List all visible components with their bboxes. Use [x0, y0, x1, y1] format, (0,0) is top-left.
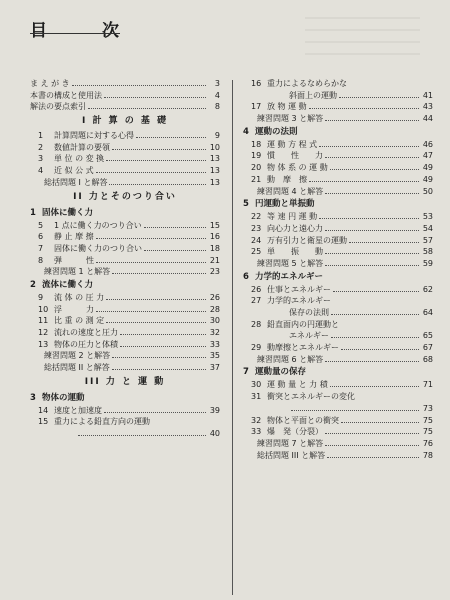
toc-entry[interactable]	[243, 307, 433, 319]
entry-title: 総括問題 III と解答	[257, 450, 326, 460]
page-number: 35	[209, 351, 220, 361]
toc-entry[interactable]	[30, 177, 220, 189]
toc-entry[interactable]	[243, 235, 433, 247]
page-number: 13	[209, 177, 220, 187]
chapter-number: 1	[30, 207, 36, 218]
page-number: 64	[422, 308, 433, 317]
part-heading: I 計 算 の 基 礎	[81, 116, 168, 127]
toc-entry[interactable]	[243, 78, 433, 90]
leader-dots	[325, 445, 419, 446]
toc-entry[interactable]	[30, 327, 220, 339]
entry-number: 33	[251, 427, 262, 437]
leader-dots	[325, 157, 419, 158]
entry-number: 31	[251, 392, 262, 402]
entry-title: 仕事とエネルギー	[267, 284, 331, 294]
entry-title: 爆 発（分裂）	[267, 427, 323, 437]
entry-title: 練習問題 2 と解答	[44, 351, 111, 361]
toc-entry[interactable]	[243, 415, 433, 427]
toc-entry[interactable]	[243, 354, 433, 366]
leader-dots	[319, 146, 419, 147]
entry-number: 18	[251, 139, 262, 149]
page-number: 67	[422, 343, 433, 353]
entry-number: 24	[251, 235, 262, 245]
entry-title: 総括問題 II と解答	[44, 363, 110, 373]
chapter-title: 運動量の保存	[255, 367, 307, 378]
leader-dots	[120, 334, 206, 335]
toc-entry[interactable]	[243, 174, 433, 186]
page-number: 30	[209, 316, 220, 326]
page-number: 73	[422, 403, 433, 413]
entry-title: 単 振 動	[267, 247, 323, 257]
chapter-title: 流体に働く力	[42, 279, 94, 290]
toc-heading: 目 次	[30, 21, 120, 41]
entry-title: エネルギー	[289, 331, 329, 341]
toc-entry[interactable]	[243, 438, 433, 450]
entry-title: 運 動 方 程 式	[267, 139, 318, 149]
toc-entry[interactable]	[30, 101, 220, 113]
toc-entry[interactable]	[30, 304, 220, 316]
page-number: 13	[209, 154, 220, 164]
toc-entry[interactable]	[30, 243, 220, 255]
entry-number: 28	[251, 319, 262, 329]
part-heading: II 力とそのつり合い	[73, 191, 177, 202]
entry-title: 固体に働く力のつり合い	[54, 243, 142, 253]
chapter-title: 運動の法則	[255, 126, 298, 137]
leader-dots	[327, 457, 419, 458]
leader-dots	[144, 227, 206, 228]
entry-title: 練習問題 3 と解答	[257, 114, 324, 124]
toc-entry[interactable]	[243, 150, 433, 162]
entry-number: 26	[251, 284, 262, 294]
leader-dots	[325, 253, 419, 254]
page-number: 10	[209, 142, 220, 152]
chapter-heading	[30, 206, 220, 220]
entry-number: 7	[38, 243, 44, 253]
entry-number: 10	[38, 304, 49, 314]
chapter-number: 7	[243, 367, 249, 378]
entry-title: 数値計算の要領	[54, 142, 110, 152]
entry-number: 22	[251, 212, 262, 222]
entry-title: 鉛直面内の円運動と	[267, 319, 339, 329]
column-divider	[232, 80, 233, 595]
entry-title: 運 動 量 と 力 積	[267, 380, 328, 390]
page-number: 18	[209, 243, 220, 253]
chapter-heading	[243, 270, 433, 284]
page-number: 75	[422, 415, 433, 425]
entry-title: 練習問題 7 と解答	[257, 438, 324, 448]
entry-number: 25	[251, 247, 262, 257]
toc-entry[interactable]	[243, 450, 433, 462]
leader-dots	[106, 299, 206, 300]
entry-title: 物体の圧力と体積	[54, 339, 118, 349]
toc-entry[interactable]	[243, 330, 433, 342]
chapter-heading	[243, 197, 433, 211]
page-number: 28	[209, 304, 220, 314]
entry-number: 14	[38, 405, 49, 415]
chapter-number: 6	[243, 271, 249, 282]
leader-dots	[325, 265, 419, 266]
page-number: 44	[422, 114, 433, 124]
leader-dots	[330, 386, 419, 387]
toc-column-right	[243, 78, 433, 461]
leader-dots	[331, 337, 419, 338]
show-through-artifact	[300, 8, 430, 68]
entry-title: 重力による鉛直方向の運動	[54, 417, 150, 427]
leader-dots	[96, 262, 206, 263]
entry-number: 32	[251, 415, 262, 425]
page-number: 41	[422, 90, 433, 100]
toc-entry[interactable]	[30, 362, 220, 374]
entry-number: 3	[38, 154, 44, 164]
entry-title: 動摩擦とエネルギー	[267, 343, 339, 353]
entry-number: 1	[38, 131, 44, 141]
entry-title: 保存の法則	[289, 308, 329, 317]
toc-entry[interactable]	[243, 295, 433, 307]
toc-entry[interactable]	[243, 342, 433, 354]
chapter-heading	[30, 278, 220, 292]
entry-number: 15	[38, 417, 49, 427]
page-number: 21	[209, 255, 220, 265]
page-number: 71	[422, 380, 433, 390]
entry-title: 練習問題 4 と解答	[257, 186, 324, 196]
toc-entry[interactable]	[30, 315, 220, 327]
page-number: 8	[214, 102, 220, 112]
toc-entry[interactable]	[30, 428, 220, 440]
page-number: 33	[209, 339, 220, 349]
leader-dots	[109, 184, 206, 185]
entry-title: 万有引力と衛星の運動	[267, 235, 347, 245]
toc-entry[interactable]	[30, 350, 220, 362]
chapter-heading	[30, 391, 220, 405]
entry-number: 2	[38, 142, 44, 152]
entry-title: 等 速 円 運 動	[267, 212, 318, 222]
entry-title: 弾 性	[54, 255, 94, 265]
leader-dots	[331, 314, 419, 315]
leader-dots	[88, 108, 206, 109]
toc-entry[interactable]	[30, 339, 220, 351]
entry-number: 27	[251, 296, 262, 306]
entry-title: 流れの速度と圧力	[54, 328, 118, 337]
chapter-title: 固体に働く力	[42, 207, 94, 218]
toc-entry[interactable]	[30, 90, 220, 102]
entry-title: 動 摩 擦	[267, 174, 307, 184]
leader-dots	[106, 160, 206, 161]
leader-dots	[325, 230, 419, 231]
entry-title: 総括問題 I と解答	[44, 177, 108, 187]
toc-entry[interactable]	[243, 223, 433, 235]
chapter-heading	[243, 125, 433, 139]
leader-dots	[319, 218, 419, 219]
chapter-number: 5	[243, 199, 249, 210]
entry-title: 練習問題 5 と解答	[257, 258, 324, 268]
page-number: 13	[209, 166, 220, 176]
leader-dots	[341, 349, 419, 350]
leader-dots	[96, 172, 206, 173]
leader-dots	[96, 238, 206, 239]
entry-title: 放 物 運 動	[267, 102, 307, 112]
entry-number: 19	[251, 151, 262, 161]
toc-entry[interactable]	[30, 231, 220, 243]
toc-entry[interactable]	[243, 379, 433, 391]
entry-title: 向心力と遠心力	[267, 223, 323, 233]
leader-dots	[144, 250, 206, 251]
entry-number: 16	[251, 79, 262, 88]
entry-number: 21	[251, 174, 262, 184]
page-number: 58	[422, 247, 433, 257]
entry-number: 23	[251, 223, 262, 233]
leader-dots	[325, 193, 419, 194]
chapter-heading	[243, 365, 433, 379]
page-number: 23	[209, 267, 220, 277]
leader-dots	[136, 137, 206, 138]
entry-title: 流 体 の 圧 力	[54, 292, 105, 302]
entry-title: 解法の要点索引	[30, 102, 86, 112]
part-heading: III 力 と 運 動	[84, 376, 166, 387]
page-number: 46	[422, 139, 433, 149]
leader-dots	[96, 311, 206, 312]
toc-entry[interactable]	[243, 211, 433, 223]
toc-entry[interactable]	[243, 319, 433, 331]
toc-entry[interactable]	[30, 165, 220, 177]
toc-entry[interactable]	[30, 153, 220, 165]
leader-dots	[112, 149, 206, 150]
page-number: 3	[214, 79, 220, 88]
leader-dots	[309, 108, 419, 109]
page-number: 76	[422, 438, 433, 448]
page-number: 53	[422, 212, 433, 222]
entry-title: 単 位 の 変 換	[54, 154, 105, 164]
leader-dots	[339, 97, 419, 98]
entry-title: 重力によるなめらかな	[267, 79, 347, 88]
page-number: 65	[422, 331, 433, 341]
entry-title: 近 似 公 式	[54, 166, 94, 176]
toc-entry[interactable]	[30, 416, 220, 428]
leader-dots	[78, 435, 206, 436]
leader-dots	[104, 97, 206, 98]
leader-dots	[325, 120, 419, 121]
entry-number: 5	[38, 220, 44, 230]
entry-title: 静 止 摩 擦	[54, 232, 94, 242]
entry-title: 1 点に働く力のつり合い	[54, 220, 142, 230]
toc-entry[interactable]	[243, 258, 433, 270]
page-number: 57	[422, 235, 433, 245]
entry-number: 12	[38, 328, 49, 337]
toc-entry[interactable]	[30, 130, 220, 142]
chapter-title: 力学的エネルギー	[255, 271, 324, 282]
page-number: 49	[422, 174, 433, 184]
toc-entry[interactable]	[30, 255, 220, 267]
toc-entry[interactable]	[30, 405, 220, 417]
entry-number: 29	[251, 343, 262, 353]
leader-dots	[341, 422, 419, 423]
page-number: 39	[209, 405, 220, 415]
toc-entry[interactable]	[243, 90, 433, 102]
chapter-title: 物体の運動	[42, 392, 85, 403]
entry-title: 比 重 の 測 定	[54, 316, 105, 326]
page-number: 47	[422, 151, 433, 161]
leader-dots	[325, 361, 419, 362]
leader-dots	[112, 369, 206, 370]
leader-dots	[106, 322, 206, 323]
toc-entry[interactable]	[30, 142, 220, 154]
entry-title: ま え が き	[30, 79, 70, 88]
heading-rule	[30, 33, 120, 34]
entry-number: 17	[251, 102, 262, 112]
entry-title: 計算問題に対する心得	[54, 131, 134, 141]
entry-title: 力学的エネルギー	[267, 296, 331, 306]
entry-number: 30	[251, 380, 262, 390]
entry-title: 斜面上の運動	[289, 90, 337, 100]
page-number: 40	[209, 429, 220, 439]
entry-title: 衝突とエネルギーの変化	[267, 392, 355, 402]
page-number: 59	[422, 258, 433, 268]
chapter-title: 円運動と単振動	[255, 199, 315, 210]
entry-title: 物体と平面との衝突	[267, 415, 339, 425]
chapter-number: 4	[243, 126, 249, 137]
page-number: 54	[422, 223, 433, 233]
entry-title: 浮 力	[54, 304, 94, 314]
page-number: 75	[422, 427, 433, 437]
page-number: 9	[214, 131, 220, 141]
page-number: 32	[209, 328, 220, 337]
toc-entry[interactable]	[30, 266, 220, 278]
leader-dots	[330, 169, 419, 170]
page-number: 62	[422, 284, 433, 294]
entry-number: 20	[251, 163, 262, 173]
toc-entry[interactable]	[30, 220, 220, 232]
leader-dots	[325, 433, 419, 434]
leader-dots	[72, 85, 206, 86]
page-number: 68	[422, 354, 433, 364]
page-number: 43	[422, 102, 433, 112]
toc-entry[interactable]	[30, 78, 220, 90]
toc-entry[interactable]	[243, 426, 433, 438]
toc-entry[interactable]	[243, 391, 433, 403]
entry-title: 練習問題 6 と解答	[257, 354, 324, 364]
toc-entry[interactable]	[243, 162, 433, 174]
page-number: 37	[209, 363, 220, 373]
toc-entry[interactable]	[243, 101, 433, 113]
entry-number: 9	[38, 292, 44, 302]
toc-entry[interactable]	[243, 186, 433, 198]
toc-entry[interactable]	[243, 403, 433, 415]
entry-number: 13	[38, 339, 49, 349]
page-number: 4	[214, 90, 220, 100]
leader-dots	[291, 410, 419, 411]
chapter-number: 2	[30, 279, 36, 290]
leader-dots	[333, 291, 419, 292]
toc-column-left	[30, 78, 220, 440]
entry-number: 8	[38, 255, 44, 265]
toc-entry[interactable]	[243, 284, 433, 296]
leader-dots	[112, 357, 206, 358]
page-number: 16	[209, 232, 220, 242]
leader-dots	[349, 242, 419, 243]
chapter-number: 3	[30, 392, 36, 403]
leader-dots	[104, 412, 206, 413]
leader-dots	[112, 273, 206, 274]
entry-number: 4	[38, 166, 44, 176]
entry-number: 11	[38, 316, 49, 326]
entry-title: 慣 性 力	[267, 151, 323, 161]
toc-entry[interactable]	[243, 139, 433, 151]
page-number: 15	[209, 220, 220, 230]
page-number: 50	[422, 186, 433, 196]
entry-title: 速度と加速度	[54, 405, 102, 415]
leader-dots	[120, 346, 206, 347]
page-number: 78	[422, 450, 433, 460]
entry-title: 物 体 系 の 運 動	[267, 163, 328, 173]
entry-title: 練習問題 1 と解答	[44, 267, 111, 277]
toc-entry[interactable]	[30, 292, 220, 304]
page-number: 49	[422, 163, 433, 173]
page-number: 26	[209, 292, 220, 302]
toc-entry[interactable]	[243, 246, 433, 258]
entry-number: 6	[38, 232, 44, 242]
entry-title: 本書の構成と使用法	[30, 90, 102, 100]
toc-entry[interactable]	[243, 113, 433, 125]
leader-dots	[309, 181, 419, 182]
